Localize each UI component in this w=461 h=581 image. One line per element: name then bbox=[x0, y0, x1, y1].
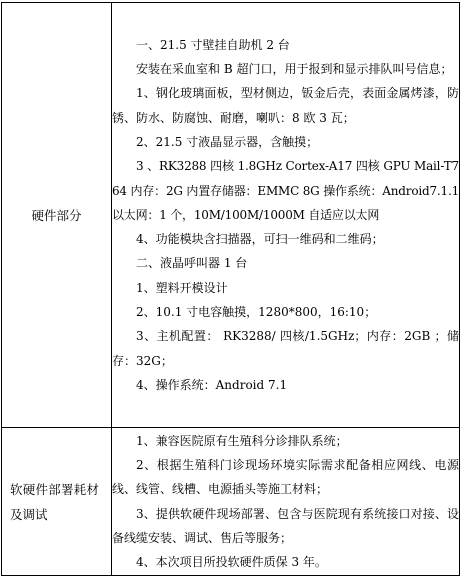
row-content-hardware bbox=[112, 3, 460, 428]
content-paragraph: 2、10.1 寸电容触摸，1280*800，16:10； bbox=[136, 305, 377, 320]
content-paragraph: 安装在采血室和 B 超门口，用于报到和显示排队叫号信息； bbox=[136, 62, 453, 77]
content-paragraph: 二、液晶呼叫器 1 台 bbox=[136, 256, 248, 271]
content-paragraph: 2、根据生殖科门诊现场环境实际需求配备相应网线、电源线、线管、线槽、电源插头等施工材料； bbox=[112, 457, 459, 497]
content-paragraph: 1、塑料开模设计 bbox=[136, 280, 228, 295]
content-paragraph: 3、主机配置： RK3288/ 四核/1.5GHz；内存：2GB ；储存：32G； bbox=[112, 329, 459, 368]
content-paragraph: 一、21.5 寸壁挂自助机 2 台 bbox=[136, 37, 290, 52]
table-row-hardware bbox=[2, 3, 460, 428]
row-label-deployment: 软硬件部署耗材及调试 bbox=[2, 428, 112, 576]
spec-table bbox=[1, 2, 460, 576]
content-paragraph: 2、21.5 寸液晶显示器，含触摸； bbox=[136, 134, 319, 149]
content-paragraph: 1、兼容医院原有生殖科分诊排队系统； bbox=[136, 433, 348, 448]
content-paragraph: 4、功能模块含扫描器，可扫一维码和二维码； bbox=[136, 232, 384, 247]
content-paragraph: 3、提供软硬件现场部署、包含与医院现有系统接口对接、设备线缆安装、调试、售后等服务； bbox=[112, 506, 459, 545]
row-label-hardware: 硬件部分 bbox=[2, 3, 112, 428]
content-paragraph: 4、本次项目所投软硬件质保 3 年。 bbox=[136, 555, 327, 570]
row-content-deployment bbox=[112, 428, 460, 576]
content-paragraph: 1、钢化玻璃面板，型材侧边，钣金后壳，表面金属烤漆，防锈、防水、防腐蚀、耐磨，喇叭：8 欧 3 瓦； bbox=[112, 86, 459, 125]
content-paragraph: 4、操作系统：Android 7.1 bbox=[136, 377, 288, 392]
content-paragraph: 3 、RK3288 四核 1.8GHz Cortex-A17 四核 GPU Mail-T764 内存：2G 内置存储器：EMMC 8G 操作系统：Android7.1.1 以太网：1 个，10M/100M/1000M 自适应以太网 bbox=[112, 159, 459, 222]
table-row-deployment bbox=[2, 428, 460, 576]
